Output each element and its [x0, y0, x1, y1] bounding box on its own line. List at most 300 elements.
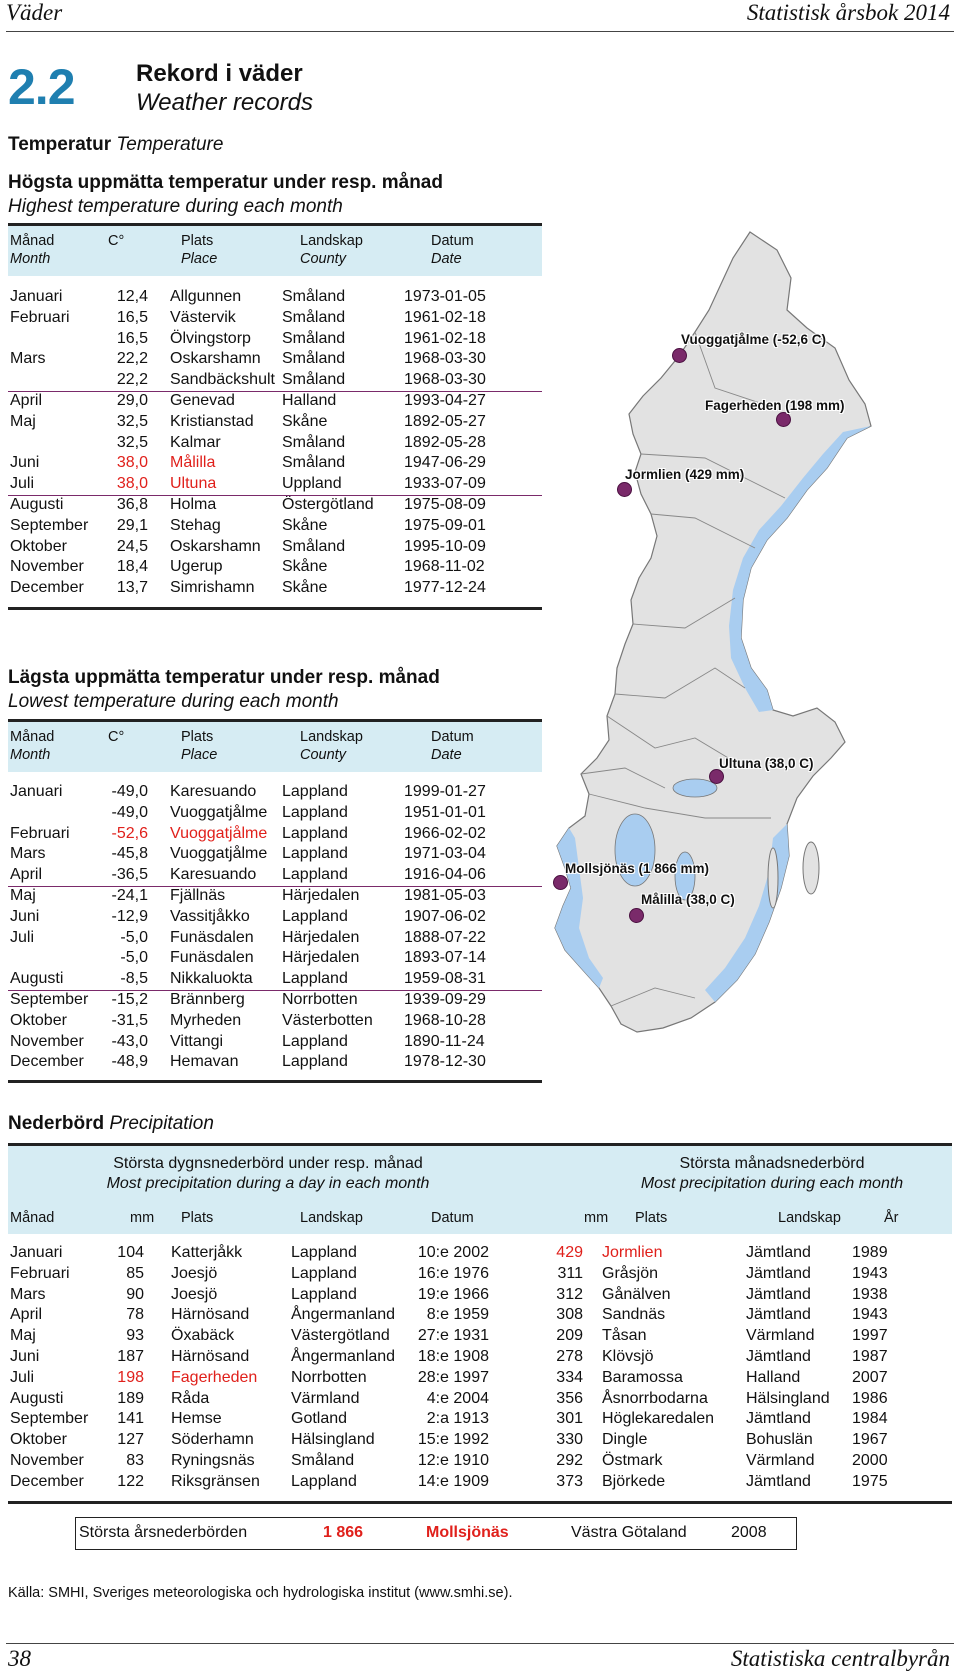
spacer-cell — [148, 886, 170, 907]
temperature-cell: 29,1 — [116, 516, 148, 534]
month-cell — [10, 433, 100, 454]
spacer-cell — [489, 1347, 555, 1368]
place-cell: Karesuando — [170, 866, 257, 884]
county-cell: Västerbotten — [282, 1011, 373, 1029]
mm-month-cell: 312 — [556, 1285, 583, 1303]
table-row — [10, 886, 514, 907]
county-cell: Skåne — [282, 516, 328, 534]
temperature-cell: 38,0 — [116, 475, 148, 493]
low-temperature-table — [10, 782, 514, 1073]
place-cell: Ultuna — [170, 475, 217, 493]
month-group-title — [602, 1155, 942, 1193]
annual-precipitation-box — [75, 1517, 797, 1550]
annual-label: Största årsnederbörden — [79, 1524, 248, 1541]
spacer-cell — [148, 824, 170, 845]
temperature-heading-sv: Temperatur — [8, 134, 112, 155]
spacer-cell — [148, 474, 170, 495]
spacer-cell — [148, 803, 170, 824]
month-title-sv: Största månadsnederbörd — [679, 1155, 865, 1172]
place-month-cell: Åsnorrbodarna — [602, 1389, 708, 1407]
county-month-cell: Värmland — [746, 1451, 815, 1469]
section-title: Rekord i väder — [136, 60, 303, 87]
spacer-cell — [144, 1285, 171, 1306]
table-row — [10, 433, 514, 454]
spacer-cell — [148, 990, 170, 1011]
date-cell: 1907-06-02 — [404, 907, 486, 925]
temperature-cell: -12,9 — [111, 907, 148, 925]
place-cell: Nikkaluokta — [170, 970, 253, 988]
temperature-cell: -52,6 — [111, 824, 148, 842]
spacer-cell — [583, 1409, 602, 1430]
annual-place: Mollsjönäs — [426, 1524, 509, 1541]
place-cell: Genevad — [170, 391, 235, 409]
precipitation-heading — [8, 1113, 214, 1135]
spacer-cell — [148, 782, 170, 803]
spacer-cell — [583, 1305, 602, 1326]
month-title-en: Most precipitation during each month — [640, 1175, 904, 1192]
month-cell: April — [10, 866, 43, 884]
date-cell: 1971-03-04 — [404, 845, 486, 863]
malilla-marker — [629, 908, 644, 923]
jormlien-marker — [617, 482, 632, 497]
row-separator — [8, 886, 542, 887]
place-cell: Vuoggatjålme — [170, 824, 268, 842]
month-cell: Januari — [10, 783, 63, 800]
county-cell: Lappland — [291, 1285, 357, 1303]
high-table-end-rule — [8, 607, 542, 610]
spacer-cell — [148, 1011, 170, 1032]
spacer-cell — [148, 349, 170, 370]
spacer-cell — [144, 1472, 171, 1493]
table-row — [10, 1451, 912, 1472]
date-cell: 1888-07-22 — [404, 928, 486, 946]
fagerheden-label: Fagerheden (198 mm) — [705, 398, 845, 413]
temperature-cell: 36,8 — [116, 495, 148, 513]
spacer-cell — [148, 948, 170, 969]
place-month-cell: Dingle — [602, 1431, 648, 1449]
col-date: Datum — [431, 1210, 474, 1226]
place-cell: Råda — [171, 1389, 210, 1407]
date-cell: 1968-11-02 — [404, 558, 485, 576]
place-cell: Kalmar — [170, 433, 221, 451]
month-cell: Oktober — [10, 537, 67, 555]
precip-heading-sv: Nederbörd — [8, 1113, 105, 1134]
spacer-cell — [148, 928, 170, 949]
year-cell: 2000 — [852, 1451, 888, 1469]
temperature-cell: -31,5 — [111, 1011, 148, 1029]
temperature-cell: -49,0 — [111, 783, 148, 800]
spacer-cell — [144, 1389, 171, 1410]
spacer-cell — [583, 1347, 602, 1368]
county-cell: Lappland — [282, 1053, 348, 1071]
col-mm: mm — [130, 1210, 155, 1226]
date-cell: 1961-02-18 — [404, 308, 486, 326]
col-month: Månad — [10, 1210, 55, 1226]
table-row — [10, 453, 514, 474]
table-row — [10, 287, 514, 308]
temperature-cell: 32,5 — [116, 412, 148, 430]
month-cell: Januari — [10, 288, 63, 305]
spacer-cell — [583, 1368, 602, 1389]
place-cell: Katterjåkk — [171, 1244, 243, 1261]
county-cell: Småland — [282, 329, 346, 347]
spacer-cell — [148, 287, 170, 308]
place-cell: Sandbäckshult — [170, 371, 275, 389]
spacer-cell — [489, 1264, 555, 1285]
place-cell: Målilla — [170, 454, 216, 472]
year-cell: 1967 — [852, 1431, 888, 1449]
mm-cell: 187 — [117, 1347, 144, 1365]
year-cell: 1938 — [852, 1285, 888, 1303]
date-cell: 1961-02-18 — [404, 329, 486, 347]
temperature-cell: 38,0 — [116, 454, 148, 472]
row-separator — [8, 990, 542, 991]
place-cell: Hemavan — [170, 1053, 239, 1071]
date-cell: 1993-04-27 — [404, 391, 486, 409]
place-month-cell: Klövsjö — [602, 1347, 654, 1365]
place-cell: Härnösand — [171, 1347, 250, 1365]
temperature-cell: -5,0 — [120, 928, 148, 946]
spacer-cell — [148, 557, 170, 578]
place-cell: Ölvingstorp — [170, 329, 251, 347]
table-row — [10, 1472, 912, 1493]
table-row — [10, 1368, 912, 1389]
date-cell: 1975-09-01 — [404, 516, 486, 534]
county-cell: Ångermanland — [291, 1347, 396, 1365]
mm-cell: 93 — [126, 1327, 144, 1345]
temperature-cell: -24,1 — [111, 886, 148, 904]
month-cell: November — [10, 558, 84, 576]
spacer-cell — [148, 412, 170, 433]
col-date-sv: Datum — [431, 233, 474, 249]
spacer-cell — [489, 1285, 555, 1306]
date-cell: 1973-01-05 — [404, 288, 486, 305]
county-cell: Västergötland — [291, 1327, 390, 1345]
temperature-cell: -49,0 — [111, 803, 148, 821]
spacer-cell — [148, 578, 170, 599]
place-month-cell: Gånälven — [602, 1285, 671, 1303]
col-place-sv: Plats — [181, 233, 214, 249]
mm-cell: 189 — [117, 1389, 144, 1407]
place-cell: Vuoggatjålme — [170, 845, 268, 863]
year-cell: 1984 — [852, 1410, 888, 1428]
date-cell: 1892-05-27 — [404, 412, 486, 430]
page-number: 38 — [8, 1646, 31, 1671]
spacer-cell — [148, 865, 170, 886]
month-cell: November — [10, 1032, 84, 1050]
high-table-title — [8, 172, 443, 218]
county-cell: Lappland — [282, 803, 348, 821]
year-cell: 1943 — [852, 1306, 888, 1324]
precipitation-table-header — [8, 1143, 952, 1234]
county-cell: Småland — [282, 350, 346, 368]
mm-month-cell: 330 — [556, 1431, 583, 1449]
malilla-label: Målilla (38,0 C) — [641, 892, 735, 907]
county-cell: Småland — [282, 433, 346, 451]
table-row — [10, 1285, 912, 1306]
date-cell: 1977-12-24 — [404, 579, 486, 597]
table-row — [10, 1243, 912, 1264]
place-cell: Fagerheden — [171, 1368, 258, 1386]
place-month-cell: Baramossa — [602, 1368, 683, 1386]
month-cell: September — [10, 990, 89, 1008]
spacer-cell — [148, 516, 170, 537]
col-date-sv: Datum — [431, 729, 474, 745]
temperature-cell: 18,4 — [116, 558, 148, 576]
county-cell: Lappland — [291, 1472, 357, 1490]
county-cell: Lappland — [282, 845, 348, 863]
spacer-cell — [583, 1326, 602, 1347]
mm-month-cell: 311 — [557, 1264, 583, 1282]
county-cell: Lappland — [282, 866, 348, 884]
county-month-cell: Jämtland — [746, 1472, 811, 1490]
spacer-cell — [144, 1368, 171, 1389]
temperature-cell: 32,5 — [116, 433, 148, 451]
month-cell: Juni — [10, 454, 40, 472]
table-row — [10, 1347, 912, 1368]
precip-heading-en: Precipitation — [109, 1113, 214, 1134]
mm-month-cell: 373 — [556, 1472, 583, 1490]
county-month-cell: Jämtland — [746, 1264, 811, 1282]
temperature-cell: 22,2 — [116, 350, 148, 368]
temperature-cell: 22,2 — [116, 371, 148, 389]
county-month-cell: Jämtland — [746, 1244, 811, 1261]
county-month-cell: Hälsingland — [746, 1389, 830, 1407]
annual-county: Västra Götaland — [571, 1524, 687, 1541]
county-cell: Lappland — [291, 1244, 357, 1261]
month-cell: Juli — [10, 928, 35, 946]
table-row — [10, 516, 514, 537]
date-cell: 28:e 1997 — [417, 1368, 489, 1386]
mm-cell: 141 — [117, 1410, 144, 1428]
place-cell: Vuoggatjålme — [170, 803, 268, 821]
date-cell: 1951-01-01 — [404, 803, 486, 821]
col-month-en: Month — [10, 251, 51, 267]
mm-month-cell: 356 — [556, 1389, 583, 1407]
spacer-cell — [144, 1451, 171, 1472]
table-row — [10, 1430, 912, 1451]
place-cell: Västervik — [170, 308, 236, 326]
table-row — [10, 308, 514, 329]
fagerheden-marker — [776, 412, 791, 427]
date-cell: 16:e 1976 — [417, 1264, 489, 1282]
date-cell: 18:e 1908 — [417, 1347, 489, 1365]
place-cell: Oskarshamn — [170, 350, 261, 368]
spacer-cell — [148, 391, 170, 412]
table-row — [10, 1409, 912, 1430]
spacer-cell — [489, 1389, 555, 1410]
spacer-cell — [583, 1264, 602, 1285]
county-cell: Småland — [282, 371, 346, 389]
spacer-cell — [148, 433, 170, 454]
year-cell: 1943 — [852, 1264, 888, 1282]
date-cell: 8:e 1959 — [426, 1306, 489, 1324]
header-rule — [6, 31, 954, 32]
month-cell: November — [10, 1451, 84, 1469]
date-cell: 14:e 1909 — [417, 1472, 489, 1490]
date-cell: 1892-05-28 — [404, 433, 486, 451]
table-row — [10, 782, 514, 803]
month-cell: Juli — [10, 1368, 35, 1386]
spacer-cell — [148, 1032, 170, 1053]
date-cell: 1968-03-30 — [404, 371, 486, 389]
month-cell: Augusti — [10, 495, 64, 513]
place-month-cell: Tåsan — [602, 1327, 647, 1345]
date-cell: 27:e 1931 — [417, 1327, 489, 1345]
month-cell: Augusti — [10, 970, 64, 988]
year-cell: 1986 — [852, 1389, 888, 1407]
place-cell: Söderhamn — [171, 1431, 254, 1449]
place-month-cell: Jormlien — [602, 1244, 663, 1261]
table-row — [10, 928, 514, 949]
spacer-cell — [148, 329, 170, 350]
month-cell: Oktober — [10, 1431, 67, 1449]
month-cell: Februari — [10, 308, 70, 326]
place-cell: Öxabäck — [171, 1327, 235, 1345]
place-month-cell: Östmark — [602, 1451, 663, 1469]
table-row — [10, 370, 514, 391]
section-number: 2.2 — [8, 59, 75, 115]
col-county-en: County — [300, 747, 346, 763]
month-cell: Januari — [10, 1244, 63, 1261]
month-cell: Mars — [10, 350, 46, 368]
table-row — [10, 1389, 912, 1410]
mollsjonas-label: Mollsjönäs (1 866 mm) — [565, 861, 710, 876]
date-cell: 1999-01-27 — [404, 783, 486, 800]
footer-publisher: Statistiska centralbyrån — [730, 1646, 950, 1671]
high-title-en: Highest temperature during each month — [8, 196, 343, 217]
month-cell: Juli — [10, 475, 35, 493]
table-row — [10, 1032, 514, 1053]
spacer-cell — [144, 1243, 171, 1264]
temperature-heading — [8, 134, 223, 156]
mm-cell: 85 — [126, 1264, 144, 1282]
county-cell: Östergötland — [282, 495, 374, 513]
col-month-sv: Månad — [10, 233, 55, 249]
table-row — [10, 844, 514, 865]
year-cell: 1997 — [852, 1327, 888, 1345]
ultuna-marker — [709, 769, 724, 784]
table-row — [10, 865, 514, 886]
table-row — [10, 824, 514, 845]
spacer-cell — [148, 370, 170, 391]
ultuna-label: Ultuna (38,0 C) — [719, 756, 814, 771]
source-note: Källa: SMHI, Sveriges meteorologiska och hydrologiska institut (www.smhi.se). — [8, 1585, 513, 1601]
month-cell: Mars — [10, 1285, 46, 1303]
date-cell: 1893-07-14 — [404, 949, 486, 967]
col-date-en: Date — [431, 747, 462, 763]
mm-cell: 83 — [126, 1451, 144, 1469]
temperature-cell: -5,0 — [120, 949, 148, 967]
temperature-cell: 13,7 — [116, 579, 148, 597]
col-county-en: County — [300, 251, 346, 267]
month-cell: Februari — [10, 824, 70, 842]
high-title-sv: Högsta uppmätta temperatur under resp. månad — [8, 172, 443, 193]
date-cell: 1959-08-31 — [404, 970, 486, 988]
county-cell: Hälsingland — [291, 1431, 375, 1449]
spacer-cell — [489, 1409, 555, 1430]
place-month-cell: Höglekaredalen — [602, 1410, 715, 1428]
table-row — [10, 969, 514, 990]
spacer-cell — [583, 1472, 602, 1493]
table-row — [10, 990, 514, 1011]
place-month-cell: Björkede — [602, 1472, 666, 1490]
year-cell: 1989 — [852, 1244, 888, 1261]
spacer-cell — [583, 1243, 602, 1264]
row-separator — [8, 495, 542, 496]
date-cell: 4:e 2004 — [426, 1389, 489, 1407]
table-row — [10, 1052, 514, 1073]
county-month-cell: Jämtland — [746, 1306, 811, 1324]
place-cell: Oskarshamn — [170, 537, 261, 555]
sweden-map-shape — [545, 228, 915, 1048]
header-yearbook: Statistisk årsbok 2014 — [746, 0, 950, 25]
date-cell: 1968-03-30 — [404, 350, 486, 368]
col-mm-month: mm — [584, 1210, 609, 1226]
date-cell: 1981-05-03 — [404, 886, 486, 904]
spacer-cell — [144, 1264, 171, 1285]
table-row — [10, 1326, 912, 1347]
spacer-cell — [144, 1430, 171, 1451]
col-month-sv: Månad — [10, 729, 55, 745]
table-row — [10, 1011, 514, 1032]
county-month-cell: Jämtland — [746, 1347, 811, 1365]
county-cell: Skåne — [282, 558, 328, 576]
spacer-cell — [583, 1430, 602, 1451]
year-cell: 2007 — [852, 1368, 888, 1386]
month-cell — [10, 948, 100, 969]
place-cell: Joesjö — [171, 1285, 218, 1303]
county-cell: Skåne — [282, 579, 328, 597]
month-cell: April — [10, 391, 43, 409]
spacer-cell — [489, 1472, 555, 1493]
table-row — [10, 948, 514, 969]
mm-month-cell: 278 — [556, 1347, 583, 1365]
temperature-cell: 16,5 — [116, 308, 148, 326]
day-group-title — [98, 1155, 438, 1193]
day-title-en: Most precipitation during a day in each month — [106, 1175, 430, 1192]
vuoggatjalme-marker — [672, 348, 687, 363]
table-row — [10, 1264, 912, 1285]
header-chapter: Väder — [6, 0, 63, 25]
low-table-header — [8, 719, 542, 772]
col-place: Plats — [181, 1210, 214, 1226]
high-temperature-table — [10, 287, 514, 599]
col-month-en: Month — [10, 747, 51, 763]
date-cell: 12:e 1910 — [417, 1451, 489, 1469]
place-cell: Funäsdalen — [170, 949, 254, 967]
year-cell: 1987 — [852, 1347, 888, 1365]
mollsjonas-marker — [553, 875, 568, 890]
county-cell: Lappland — [291, 1264, 357, 1282]
county-cell: Småland — [282, 308, 346, 326]
date-cell: 10:e 2002 — [417, 1244, 489, 1261]
county-cell: Ångermanland — [291, 1306, 396, 1324]
month-cell: December — [10, 1053, 84, 1071]
date-cell: 1995-10-09 — [404, 537, 486, 555]
date-cell: 1966-02-02 — [404, 824, 486, 842]
spacer-cell — [148, 308, 170, 329]
month-cell — [10, 329, 100, 350]
month-cell: Oktober — [10, 1011, 67, 1029]
place-cell: Simrishamn — [170, 579, 255, 597]
table-row — [10, 474, 514, 495]
place-cell: Allgunnen — [170, 288, 242, 305]
precip-table-end-rule — [8, 1501, 952, 1504]
mm-cell: 198 — [117, 1368, 144, 1386]
county-cell: Lappland — [282, 907, 348, 925]
month-cell: September — [10, 1410, 89, 1428]
